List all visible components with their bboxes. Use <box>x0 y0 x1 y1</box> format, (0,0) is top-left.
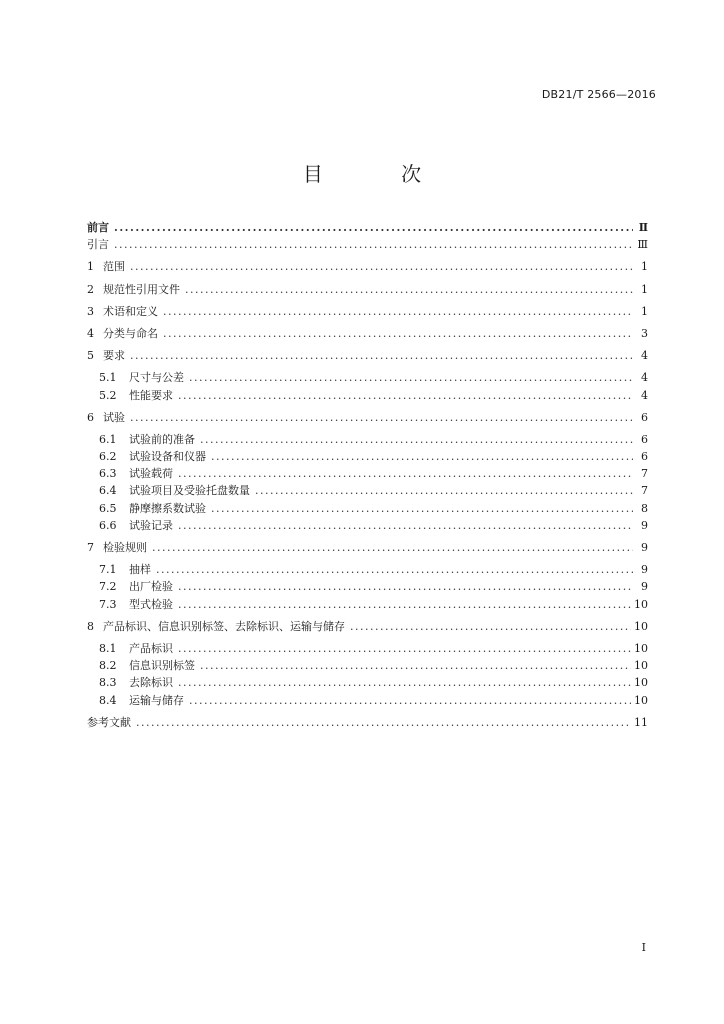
toc-entry-page: 6 <box>641 432 648 446</box>
toc-entry-number: 1 <box>87 260 94 274</box>
toc-entry-label: 分类与命名 <box>103 326 158 340</box>
toc-entry[interactable] <box>87 281 648 298</box>
toc-leader-dots <box>178 596 631 613</box>
toc-entry[interactable] <box>87 561 648 578</box>
toc-entry-label: 试验前的准备 <box>129 432 195 446</box>
toc-entry-page: 10 <box>634 659 648 673</box>
toc-entry-label: 术语和定义 <box>103 304 158 318</box>
toc-entry[interactable] <box>87 500 648 517</box>
toc-entry-label: 出厂检验 <box>129 580 173 594</box>
toc-leader-dots <box>136 714 631 731</box>
toc-entry-number: 3 <box>87 304 94 318</box>
toc-entry-label: 规范性引用文件 <box>103 282 180 296</box>
toc-leader-dots <box>130 258 633 275</box>
toc-entry-page: Ⅱ <box>638 221 648 234</box>
toc-entry-number: 8.4 <box>99 693 117 707</box>
toc-entry[interactable] <box>87 578 648 595</box>
toc-entry-label: 检验规则 <box>103 541 147 554</box>
toc-leader-dots <box>350 618 631 635</box>
toc-entry-number: 6 <box>87 410 94 424</box>
toc-leader-dots <box>130 409 633 426</box>
toc-entry-page: Ⅲ <box>637 238 648 252</box>
toc-entry-label: 静摩擦系数试验 <box>129 501 206 515</box>
toc-leader-dots <box>189 692 631 709</box>
table-of-contents <box>87 219 648 731</box>
toc-entry-page: 9 <box>641 580 648 594</box>
toc-entry-label: 去除标识 <box>129 676 173 690</box>
toc-leader-dots <box>255 482 633 499</box>
toc-entry-label: 前言 <box>87 221 109 234</box>
toc-leader-dots <box>178 517 633 534</box>
toc-leader-dots <box>163 325 633 342</box>
toc-leader-dots <box>189 369 633 386</box>
toc-entry-page: 9 <box>641 541 648 554</box>
toc-leader-dots <box>211 448 633 465</box>
toc-entry-number: 6.4 <box>99 484 117 498</box>
toc-entry-page: 10 <box>634 619 648 633</box>
toc-entry-label: 试验设备和仪器 <box>129 450 206 464</box>
toc-entry-label: 试验记录 <box>129 518 173 532</box>
toc-entry-page: 3 <box>641 326 648 340</box>
toc-entry-number: 8 <box>87 619 94 633</box>
toc-leader-dots <box>156 561 633 578</box>
toc-entry-label: 试验 <box>103 410 125 424</box>
toc-entry-label: 运输与储存 <box>129 693 184 707</box>
toc-entry-page: 10 <box>634 693 648 707</box>
document-code: DB21/T 2566—2016 <box>541 88 656 101</box>
toc-leader-dots <box>200 431 633 448</box>
toc-entry-label: 产品标识 <box>129 641 173 655</box>
toc-entry[interactable] <box>87 618 648 635</box>
toc-entry-number: 7 <box>87 541 94 554</box>
toc-entry-page: 7 <box>641 484 648 498</box>
toc-entry-page: 10 <box>634 641 648 655</box>
toc-leader-dots <box>178 387 633 404</box>
toc-entry[interactable] <box>87 258 648 275</box>
toc-entry-label: 性能要求 <box>129 388 173 402</box>
toc-leader-dots <box>178 640 631 657</box>
toc-entry-number: 6.2 <box>99 450 117 464</box>
toc-entry-number: 6.3 <box>99 467 117 481</box>
toc-entry-label: 信息识别标签 <box>129 659 195 673</box>
toc-entry-page: 6 <box>641 450 648 464</box>
toc-entry[interactable] <box>87 539 648 556</box>
toc-entry-page: 4 <box>641 388 648 402</box>
toc-entry[interactable] <box>87 674 648 691</box>
toc-entry[interactable] <box>87 303 648 320</box>
toc-entry-label: 产品标识、信息识别标签、去除标识、运输与储存 <box>103 619 345 633</box>
toc-entry[interactable] <box>87 596 648 613</box>
toc-entry-page: 9 <box>641 518 648 532</box>
toc-entry-label: 试验载荷 <box>129 467 173 481</box>
toc-entry[interactable] <box>87 692 648 709</box>
toc-entry[interactable] <box>87 236 648 253</box>
toc-entry-page: 10 <box>634 597 648 611</box>
page-number: I <box>641 941 646 954</box>
toc-entry-number: 7.1 <box>99 563 117 577</box>
toc-entry[interactable] <box>87 448 648 465</box>
toc-entry-number: 5 <box>87 349 94 363</box>
toc-entry[interactable] <box>87 640 648 657</box>
toc-entry-page: 10 <box>634 676 648 690</box>
toc-entry-label: 型式检验 <box>129 597 173 611</box>
toc-entry[interactable] <box>87 465 648 482</box>
toc-entry-page: 1 <box>641 282 648 296</box>
toc-entry[interactable] <box>87 369 648 386</box>
toc-entry-number: 7.2 <box>99 580 117 594</box>
toc-entry[interactable] <box>87 347 648 364</box>
toc-entry-number: 6.6 <box>99 518 117 532</box>
toc-entry-label: 抽样 <box>129 563 151 577</box>
toc-entry[interactable] <box>87 657 648 674</box>
toc-leader-dots <box>200 657 631 674</box>
toc-entry-number: 5.1 <box>99 371 117 385</box>
toc-leader-dots <box>130 347 633 364</box>
toc-entry-page: 8 <box>641 501 648 515</box>
toc-leader-dots <box>178 465 633 482</box>
toc-leader-dots <box>163 303 633 320</box>
toc-entry-label: 尺寸与公差 <box>129 371 184 385</box>
toc-entry-number: 5.2 <box>99 388 117 402</box>
toc-leader-dots <box>178 578 633 595</box>
toc-entry-page: 7 <box>641 467 648 481</box>
toc-entry-number: 6.1 <box>99 432 117 446</box>
toc-title: 目 次 <box>302 162 458 186</box>
toc-entry-page: 4 <box>641 349 648 363</box>
toc-entry-number: 6.5 <box>99 501 117 515</box>
toc-entry-page: 1 <box>641 260 648 274</box>
toc-entry-number: 4 <box>87 326 94 340</box>
toc-entry-page: 4 <box>641 371 648 385</box>
toc-leader-dots <box>152 539 633 556</box>
toc-entry-label: 试验项目及受验托盘数量 <box>129 484 250 498</box>
toc-entry[interactable] <box>87 219 648 236</box>
toc-leader-dots <box>114 236 633 253</box>
toc-entry-label: 要求 <box>103 349 125 363</box>
toc-entry-label: 引言 <box>87 238 109 252</box>
toc-entry-number: 2 <box>87 282 94 296</box>
toc-entry-page: 11 <box>634 715 648 729</box>
toc-entry[interactable] <box>87 714 648 731</box>
toc-entry-number: 8.1 <box>99 641 117 655</box>
toc-leader-dots <box>211 500 633 517</box>
toc-entry-page: 6 <box>641 410 648 424</box>
toc-entry[interactable] <box>87 409 648 426</box>
toc-entry[interactable] <box>87 387 648 404</box>
toc-entry[interactable] <box>87 482 648 499</box>
toc-leader-dots <box>178 674 631 691</box>
toc-leader-dots <box>185 281 633 298</box>
toc-entry[interactable] <box>87 431 648 448</box>
toc-entry-number: 7.3 <box>99 597 117 611</box>
toc-entry-number: 8.3 <box>99 676 117 690</box>
toc-entry[interactable] <box>87 325 648 342</box>
toc-entry-label: 范围 <box>103 260 125 274</box>
toc-entry-label: 参考文献 <box>87 715 131 729</box>
toc-entry[interactable] <box>87 517 648 534</box>
toc-entry-page: 9 <box>641 563 648 577</box>
toc-leader-dots <box>114 219 633 236</box>
toc-entry-number: 8.2 <box>99 659 117 673</box>
toc-entry-page: 1 <box>641 304 648 318</box>
